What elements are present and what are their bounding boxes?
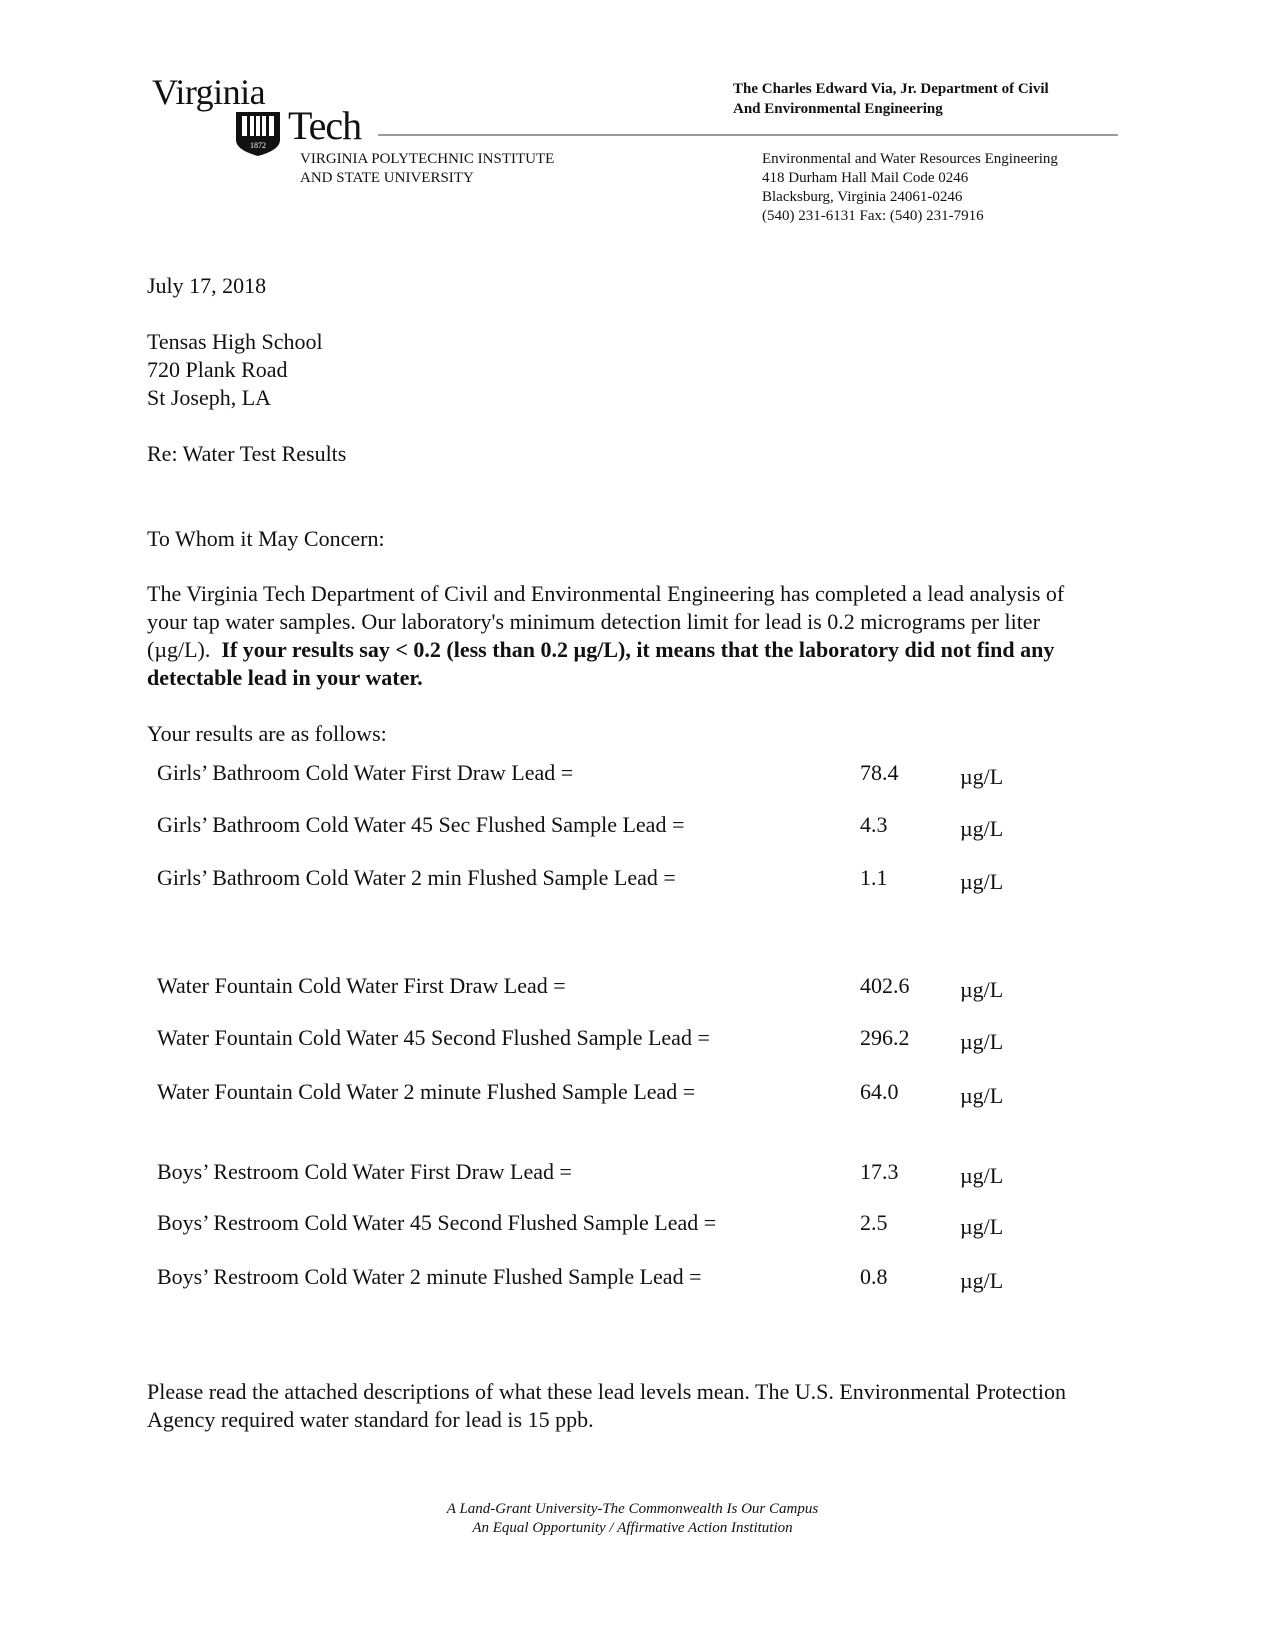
address-line: Blacksburg, Virginia 24061-0246 <box>762 189 963 205</box>
result-row <box>157 1077 1017 1107</box>
university-name-line: VIRGINIA POLYTECHNIC INSTITUTE <box>300 151 555 167</box>
recipient-address <box>147 328 323 412</box>
closing-paragraph: Please read the attached descriptions of what these lead levels mean. The U.S. Environmental Protection Agency required water standard for lead is 15 ppb. <box>147 1379 1067 1432</box>
result-label: Girls’ Bathroom Cold Water 45 Sec Flushed Sample Lead = <box>157 812 685 837</box>
intro-text: The Virginia Tech Department of Civil and Environmental Engineering has completed a lead analysis of your tap water samples. Our laboratory's minimum detection limit for lead is 0.2 micrograms per liter (µg/L). <box>147 581 1065 662</box>
result-row <box>157 1023 1017 1053</box>
department-line: And Environmental Engineering <box>733 101 943 117</box>
result-unit: µg/L <box>960 764 1004 789</box>
result-unit: µg/L <box>960 977 1004 1002</box>
recipient-line: 720 Plank Road <box>147 357 288 382</box>
letter-date: July 17, 2018 <box>147 273 267 298</box>
address-line: (540) 231-6131 Fax: (540) 231-7916 <box>762 208 984 224</box>
result-unit: µg/L <box>960 1163 1004 1188</box>
result-row <box>157 758 1017 788</box>
result-value: 296.2 <box>860 1025 910 1050</box>
result-label: Boys’ Restroom Cold Water First Draw Lead = <box>157 1159 572 1184</box>
result-unit: µg/L <box>960 816 1004 841</box>
result-value: 17.3 <box>860 1159 899 1184</box>
result-value: 1.1 <box>860 865 888 890</box>
recipient-line: St Joseph, LA <box>147 385 272 410</box>
result-row <box>157 1157 1017 1187</box>
result-row <box>157 863 1017 893</box>
result-value: 4.3 <box>860 812 888 837</box>
subject-line: Re: Water Test Results <box>147 441 347 466</box>
department-name <box>733 79 1049 119</box>
result-label: Girls’ Bathroom Cold Water 2 min Flushed Sample Lead = <box>157 865 676 890</box>
salutation: To Whom it May Concern: <box>147 526 385 551</box>
result-value: 0.8 <box>860 1264 888 1289</box>
result-value: 78.4 <box>860 760 899 785</box>
result-unit: µg/L <box>960 869 1004 894</box>
result-row <box>157 1262 1017 1292</box>
result-unit: µg/L <box>960 1214 1004 1239</box>
results-intro: Your results are as follows: <box>147 721 387 746</box>
intro-bold-text: If your results say < 0.2 (less than 0.2 µg/L), it means that the laboratory did not find any detectable lead in your water. <box>147 637 1055 690</box>
university-name <box>300 150 554 188</box>
result-label: Girls’ Bathroom Cold Water First Draw Lead = <box>157 760 574 785</box>
result-unit: µg/L <box>960 1268 1004 1293</box>
result-label: Boys’ Restroom Cold Water 2 minute Flushed Sample Lead = <box>157 1264 702 1289</box>
result-label: Boys’ Restroom Cold Water 45 Second Flushed Sample Lead = <box>157 1210 717 1235</box>
intro-paragraph <box>147 580 1087 692</box>
result-row <box>157 971 1017 1001</box>
department-address <box>762 150 1058 226</box>
result-row <box>157 1208 1017 1238</box>
address-line: Environmental and Water Resources Engineering <box>762 151 1058 167</box>
footer-line: A Land-Grant University-The Commonwealth Is Our Campus <box>446 1501 819 1517</box>
address-line: 418 Durham Hall Mail Code 0246 <box>762 170 969 186</box>
result-label: Water Fountain Cold Water 45 Second Flushed Sample Lead = <box>157 1025 710 1050</box>
result-label: Water Fountain Cold Water First Draw Lead = <box>157 973 566 998</box>
result-row <box>157 810 1017 840</box>
result-unit: µg/L <box>960 1029 1004 1054</box>
letterhead-footer <box>0 1500 1265 1538</box>
department-line: The Charles Edward Via, Jr. Department of Civil <box>733 81 1049 97</box>
footer-line: An Equal Opportunity / Affirmative Action Institution <box>472 1520 793 1536</box>
university-name-line: AND STATE UNIVERSITY <box>300 170 474 186</box>
result-label: Water Fountain Cold Water 2 minute Flushed Sample Lead = <box>157 1079 696 1104</box>
recipient-line: Tensas High School <box>147 329 323 354</box>
shield-icon <box>234 110 282 158</box>
result-value: 64.0 <box>860 1079 899 1104</box>
result-value: 402.6 <box>860 973 910 998</box>
logo-year: 1872 <box>250 141 266 150</box>
letterhead-rule <box>378 134 1118 136</box>
result-value: 2.5 <box>860 1210 888 1235</box>
logo-wordmark-tech: Tech <box>288 103 362 148</box>
result-unit: µg/L <box>960 1083 1004 1108</box>
logo-wordmark-virginia: Virginia <box>152 72 266 112</box>
